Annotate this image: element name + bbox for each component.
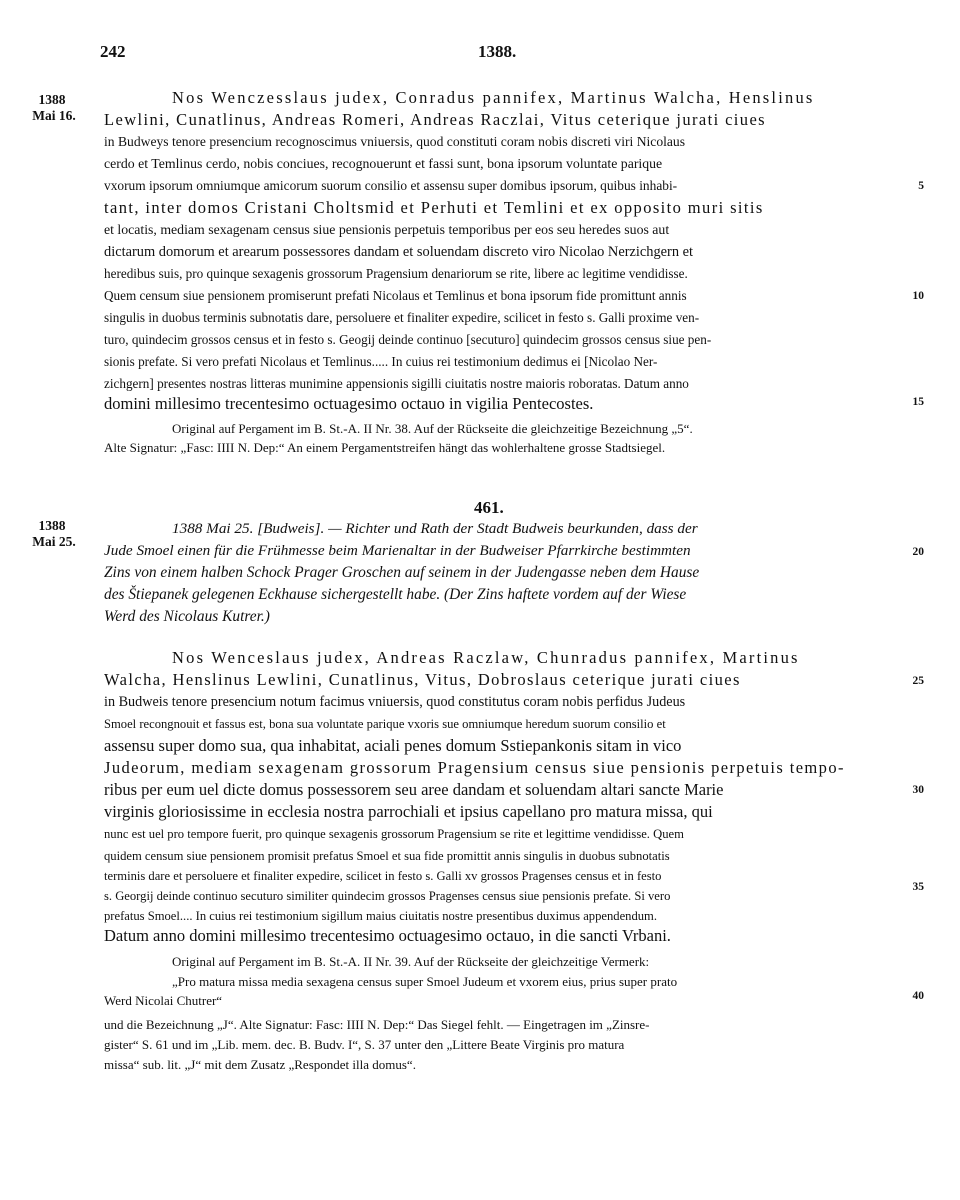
text-line: prefatus Smoel.... In cuius rei testimonium sigillum maius ciuitatis nostre presentibus duximus appendendum. <box>104 909 657 923</box>
text-line: tant, inter domos Cristani Choltsmid et Perhuti et Temlini et ex opposito muri sitis <box>104 198 764 217</box>
text-line: Walcha, Henslinus Lewlini, Cunatlinus, Vitus, Dobroslaus ceterique jurati ciues <box>104 670 741 689</box>
text-line: cerdo et Temlinus cerdo, nobis conciues, recognouerunt et fassi sunt, bona ipsorum voluntate parique <box>104 156 663 171</box>
archival-note: Alte Signatur: „Fasc: IIII N. Dep:“ An einem Pergamentstreifen hängt das wohlerhaltene grosse Stadtsiegel. <box>104 440 666 455</box>
regest-line: des Štiepanek gelegenen Eckhause sichergestellt habe. (Der Zins haftete vordem auf der Wiese <box>104 586 687 603</box>
archival-note: „Pro matura missa media sexagena census super Smoel Judeum et vxorem eius, prius super prato <box>172 974 678 989</box>
text-line: heredibus suis, pro quinque sexagenis grossorum Pragensium denariorum se rite, libere ac legitime vendidisse. <box>104 266 688 281</box>
text-line: Judeorum, mediam sexagenam grossorum Pragensium census siue pensionis perpetuis tempo- <box>104 758 845 777</box>
text-line: singulis in duobus terminis subnotatis dare, persoluere et finaliter expedire, scilicet in festo s. Galli proxime ven- <box>104 310 700 325</box>
margin-year: 1388 <box>38 92 66 107</box>
text-line: Quem censum siue pensionem promiserunt prefati Nicolaus et Temlinus et bona ipsorum fide promittunt annis <box>104 288 687 303</box>
text-line: in Budweys tenore presencium recognoscimus vniuersis, quod constituti coram nobis discreti viri Nicolaus <box>104 134 686 149</box>
text-line: vxorum ipsorum omniumque amicorum suorum consilio et assensu super domibus ipsorum, quibus inhabi- <box>104 178 678 193</box>
document-number: 461. <box>474 498 504 517</box>
margin-date: Mai 16. <box>32 108 76 123</box>
text-line: Smoel recongnouit et fassus est, bona sua voluntate parique vxoris sue omniumque heredum suorum consilio et <box>104 717 666 731</box>
line-number: 30 <box>912 784 924 796</box>
text-line: et locatis, mediam sexagenam census siue pensionis perpetuis temporibus per eos seu heredes suos aut <box>104 222 670 237</box>
text-line: domini millesimo trecentesimo octuagesimo octauo in vigilia Pentecostes. <box>104 394 594 413</box>
archival-note: Werd Nicolai Chutrer“ <box>104 993 223 1008</box>
text-line: sionis prefate. Si vero prefati Nicolaus et Temlinus..... In cuius rei testimonium dedimus ei [Nicolao Ner- <box>104 354 658 369</box>
archival-note: und die Bezeichnung „J“. Alte Signatur: Fasc: IIII N. Dep:“ Das Siegel fehlt. — Eingetragen im „Zinsre- <box>104 1017 650 1032</box>
margin-date: Mai 25. <box>32 534 76 549</box>
regest-line: Zins von einem halben Schock Prager Groschen auf seinem in der Judengasse neben dem Hause <box>104 564 700 581</box>
year-heading: 1388. <box>478 42 517 61</box>
archival-note: Original auf Pergament im B. St.-A. II Nr. 39. Auf der Rückseite der gleichzeitige Vermerk: <box>172 954 650 969</box>
text-line: s. Georgij deinde continuo secuturo similiter quindecim grossos Pragenses census siue pensionis prefate. Si vero <box>104 889 671 903</box>
line-number: 35 <box>912 881 924 893</box>
text-line: zichgern] presentes nostras litteras munimine appensionis sigilli ciuitatis nostre maioris roboratas. Datum anno <box>104 376 689 391</box>
line-number: 20 <box>912 546 924 558</box>
margin-year: 1388 <box>38 518 66 533</box>
text-line: terminis dare et persoluere et finaliter expedire, scilicet in festo s. Galli xv grossos Pragenses census et in festo <box>104 869 662 883</box>
line-number: 5 <box>918 180 924 192</box>
text-line: nunc est uel pro tempore fuerit, pro quinque sexagenis grossorum Pragensium se rite et legittime vendidisse. Quem <box>104 827 684 841</box>
line-number: 25 <box>912 675 924 687</box>
text-line: turo, quindecim grossos census et in festo s. Geogij deinde continuo [secuturo] quindecim grossos census siue pen- <box>104 332 712 347</box>
text-line: dictarum domorum et arearum possessores dandam et soluendam discreto viro Nicolao Nerzichgern et <box>104 244 694 260</box>
text-line: Datum anno domini millesimo trecentesimo octuagesimo octauo, in die sancti Vrbani. <box>104 926 671 945</box>
text-line: assensu super domo sua, qua inhabitat, aciali penes domum Sstiepankonis sitam in vico <box>104 736 682 755</box>
text-line: ribus per eum uel dicte domus possessorem seu aree dandam et soluendam altari sancte Marie <box>104 780 724 799</box>
regest-line: 1388 Mai 25. [Budweis]. — Richter und Rath der Stadt Budweis beurkunden, dass der <box>172 520 698 537</box>
regest-line: Jude Smoel einen für die Frühmesse beim Marienaltar in der Budweiser Pfarrkirche bestimmten <box>104 542 691 559</box>
text-line: virginis gloriosissime in ecclesia nostra parrochiali et ipsius capellano pro matura missa, qui <box>104 802 713 821</box>
line-number: 40 <box>912 990 924 1002</box>
archival-note: missa“ sub. lit. „J“ mit dem Zusatz „Respondet illa domus“. <box>104 1057 416 1072</box>
archival-note: Original auf Pergament im B. St.-A. II Nr. 38. Auf der Rückseite die gleichzeitige Bezeichnung „5“. <box>172 421 693 436</box>
regest-line: Werd des Nicolaus Kutrer.) <box>104 608 270 625</box>
text-line: in Budweis tenore presencium notum facimus vniuersis, quod constitutus coram nobis perfidus Judeus <box>104 694 686 710</box>
text-line: Nos Wenceslaus judex, Andreas Raczlaw, Chunradus pannifex, Martinus <box>172 648 800 667</box>
line-number: 15 <box>912 396 924 408</box>
text-line: quidem censum siue pensionem promisit prefatus Smoel et sua fide promittit annis singulis in duobus subnotatis <box>104 849 670 863</box>
page-number: 242 <box>100 42 126 61</box>
line-number: 10 <box>912 290 924 302</box>
text-line: Lewlini, Cunatlinus, Andreas Romeri, Andreas Raczlai, Vitus ceterique jurati ciues <box>104 110 766 129</box>
archival-note: gister“ S. 61 und im „Lib. mem. dec. B. Budv. I“, S. 37 unter den „Littere Beate Virginis pro matura <box>104 1037 625 1052</box>
text-line: Nos Wenczesslaus judex, Conradus pannifex, Martinus Walcha, Henslinus <box>172 88 815 107</box>
